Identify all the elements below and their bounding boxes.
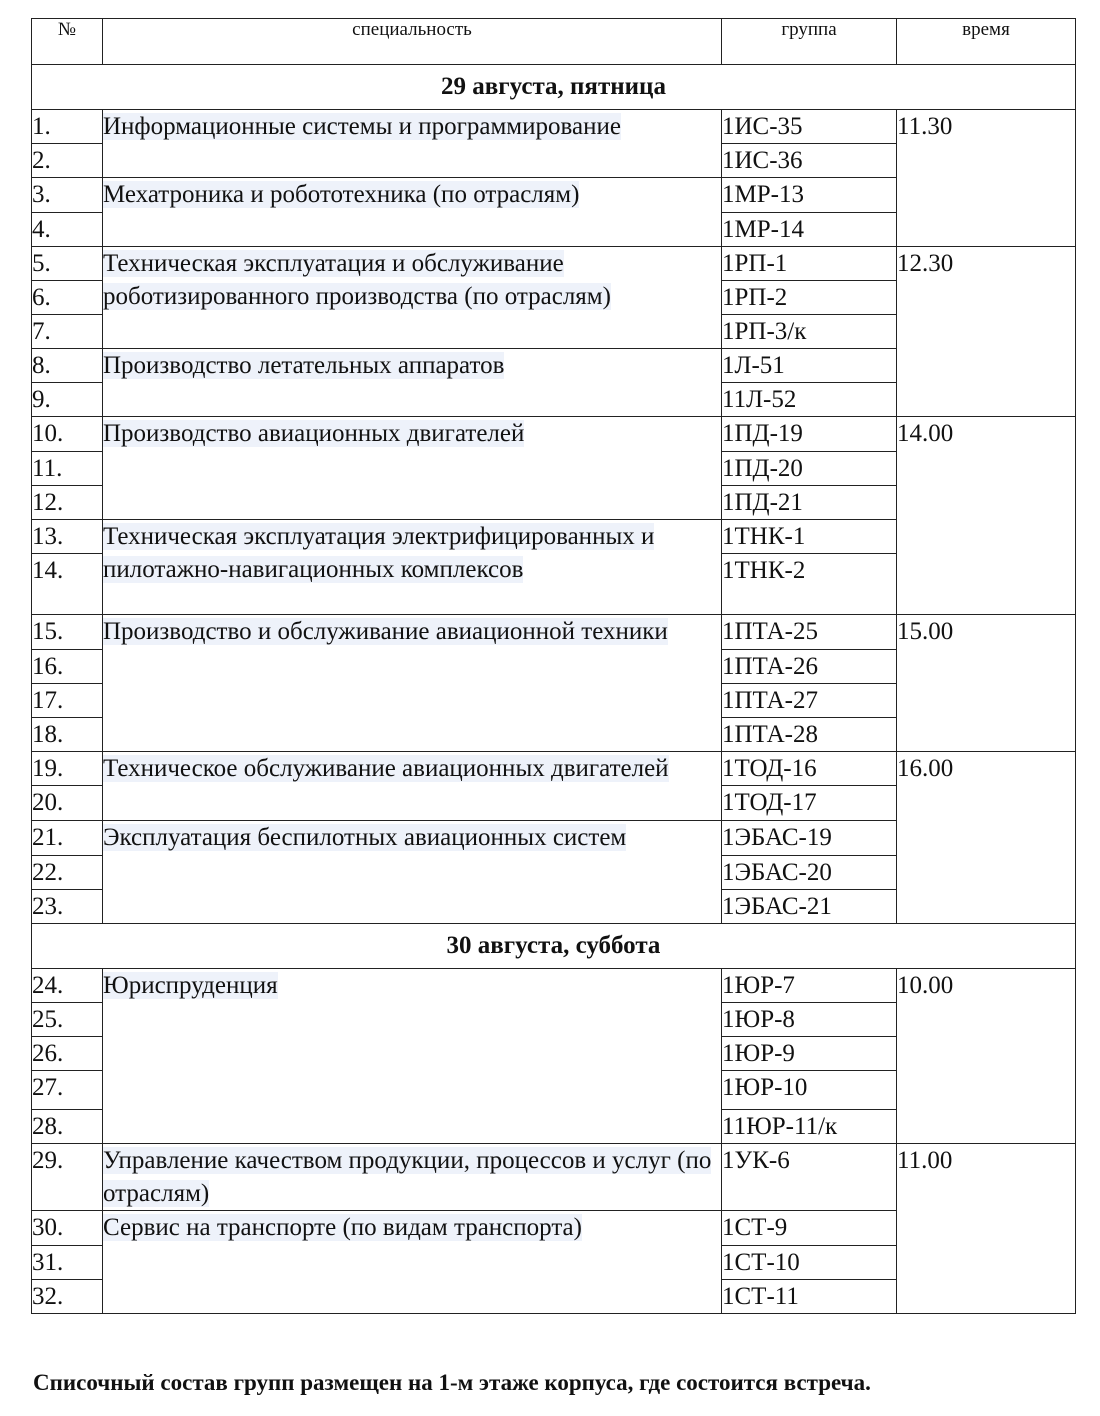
group-code: 1Л-51 [722, 349, 897, 383]
specialty-name [103, 969, 722, 1144]
specialty-text: Техническое обслуживание авиационных двигателей [103, 755, 669, 782]
row-number: 23. [32, 890, 103, 924]
specialty-text: Производство летательных аппаратов [103, 352, 505, 379]
group-code: 1ТОД-16 [722, 752, 897, 786]
specialty-name [103, 417, 722, 520]
row-number: 5. [32, 247, 103, 281]
specialty-text: Техническая эксплуатация электрифицированных и пилотажно-навигационных комплексов [103, 523, 655, 583]
group-code: 1ЭБАС-21 [722, 890, 897, 924]
group-code: 1ТНК-1 [722, 520, 897, 554]
row-number: 7. [32, 315, 103, 349]
group-code: 1РП-3/к [722, 315, 897, 349]
date-heading: 29 августа, пятница [32, 65, 1076, 110]
meeting-time: 12.30 [897, 247, 1076, 417]
meeting-time: 10.00 [897, 969, 1076, 1144]
group-code: 1РП-1 [722, 247, 897, 281]
row-number: 24. [32, 969, 103, 1003]
group-code: 1ЮР-9 [722, 1037, 897, 1071]
schedule-table [31, 18, 1076, 1314]
specialty-name [103, 349, 722, 417]
table-row [32, 417, 1076, 452]
group-code: 1СТ-10 [722, 1246, 897, 1280]
row-number: 25. [32, 1003, 103, 1037]
row-number: 30. [32, 1211, 103, 1246]
specialty-text: Техническая эксплуатация и обслуживание роботизированного производства (по отраслям) [103, 250, 611, 310]
group-code: 1ИС-36 [722, 144, 897, 178]
row-number: 32. [32, 1280, 103, 1314]
row-number: 20. [32, 786, 103, 821]
meeting-time: 11.00 [897, 1144, 1076, 1314]
specialty-name [103, 247, 722, 349]
specialty-text: Мехатроника и робототехника (по отраслям) [103, 181, 580, 208]
meeting-time: 11.30 [897, 110, 1076, 247]
group-code: 1ЭБАС-19 [722, 821, 897, 856]
row-number: 10. [32, 417, 103, 452]
group-code: 1СТ-11 [722, 1280, 897, 1314]
row-number: 18. [32, 718, 103, 752]
group-code: 1МР-14 [722, 213, 897, 247]
header-group: группа [722, 19, 897, 65]
header-time: время [897, 19, 1076, 65]
group-code: 1ИС-35 [722, 110, 897, 144]
row-number: 9. [32, 383, 103, 417]
group-code: 1ПТА-27 [722, 684, 897, 718]
group-code: 1РП-2 [722, 281, 897, 315]
footnote: Списочный состав групп размещен на 1-м этаже корпуса, где состоится встреча. [33, 1370, 871, 1395]
row-number: 17. [32, 684, 103, 718]
table-row [32, 969, 1076, 1003]
specialty-text: Информационные системы и программирование [103, 113, 621, 140]
header-num: № [32, 19, 103, 65]
row-number: 31. [32, 1246, 103, 1280]
specialty-name [103, 752, 722, 821]
date-heading: 30 августа, суббота [32, 924, 1076, 969]
meeting-time: 15.00 [897, 615, 1076, 752]
group-code: 1ЮР-7 [722, 969, 897, 1003]
row-number: 27. [32, 1071, 103, 1110]
specialty-text: Юриспруденция [103, 972, 278, 999]
row-number: 15. [32, 615, 103, 650]
row-number: 13. [32, 520, 103, 554]
row-number: 3. [32, 178, 103, 213]
group-code: 1УК-6 [722, 1144, 897, 1211]
group-code: 1ПД-21 [722, 486, 897, 520]
table-row [32, 247, 1076, 281]
specialty-text: Управление качеством продукции, процессов и услуг (по отраслям) [103, 1147, 712, 1207]
group-code: 11Л-52 [722, 383, 897, 417]
row-number: 1. [32, 110, 103, 144]
table-row [32, 1144, 1076, 1211]
row-number: 8. [32, 349, 103, 383]
row-number: 14. [32, 554, 103, 615]
specialty-name [103, 178, 722, 247]
group-code: 1ПТА-28 [722, 718, 897, 752]
group-code: 1ПД-19 [722, 417, 897, 452]
specialty-name [103, 1211, 722, 1314]
table-row [32, 752, 1076, 786]
group-code: 1МР-13 [722, 178, 897, 213]
row-number: 2. [32, 144, 103, 178]
specialty-text: Сервис на транспорте (по видам транспорта) [103, 1214, 582, 1241]
table-row [32, 615, 1076, 650]
row-number: 26. [32, 1037, 103, 1071]
specialty-name [103, 1144, 722, 1211]
row-number: 28. [32, 1110, 103, 1144]
specialty-name [103, 520, 722, 615]
row-number: 6. [32, 281, 103, 315]
date-row [32, 924, 1076, 969]
group-code: 1ТОД-17 [722, 786, 897, 821]
specialty-name [103, 821, 722, 924]
table-row [32, 110, 1076, 144]
specialty-text: Производство авиационных двигателей [103, 420, 525, 447]
group-code: 1ПТА-26 [722, 650, 897, 684]
row-number: 21. [32, 821, 103, 856]
row-number: 16. [32, 650, 103, 684]
group-code: 11ЮР-11/к [722, 1110, 897, 1144]
row-number: 11. [32, 452, 103, 486]
group-code: 1ПТА-25 [722, 615, 897, 650]
group-code: 1ПД-20 [722, 452, 897, 486]
group-code: 1ЭБАС-20 [722, 856, 897, 890]
row-number: 29. [32, 1144, 103, 1211]
specialty-name [103, 110, 722, 178]
group-code: 1ЮР-8 [722, 1003, 897, 1037]
row-number: 4. [32, 213, 103, 247]
meeting-time: 16.00 [897, 752, 1076, 924]
specialty-text: Эксплуатация беспилотных авиационных систем [103, 824, 627, 851]
schedule-body [32, 65, 1076, 1314]
row-number: 19. [32, 752, 103, 786]
specialty-name [103, 615, 722, 752]
header-specialty: специальность [103, 19, 722, 65]
group-code: 1ЮР-10 [722, 1071, 897, 1110]
date-row [32, 65, 1076, 110]
specialty-text: Производство и обслуживание авиационной техники [103, 618, 668, 645]
group-code: 1СТ-9 [722, 1211, 897, 1246]
row-number: 12. [32, 486, 103, 520]
meeting-time: 14.00 [897, 417, 1076, 615]
header-row [32, 19, 1076, 65]
row-number: 22. [32, 856, 103, 890]
group-code: 1ТНК-2 [722, 554, 897, 615]
